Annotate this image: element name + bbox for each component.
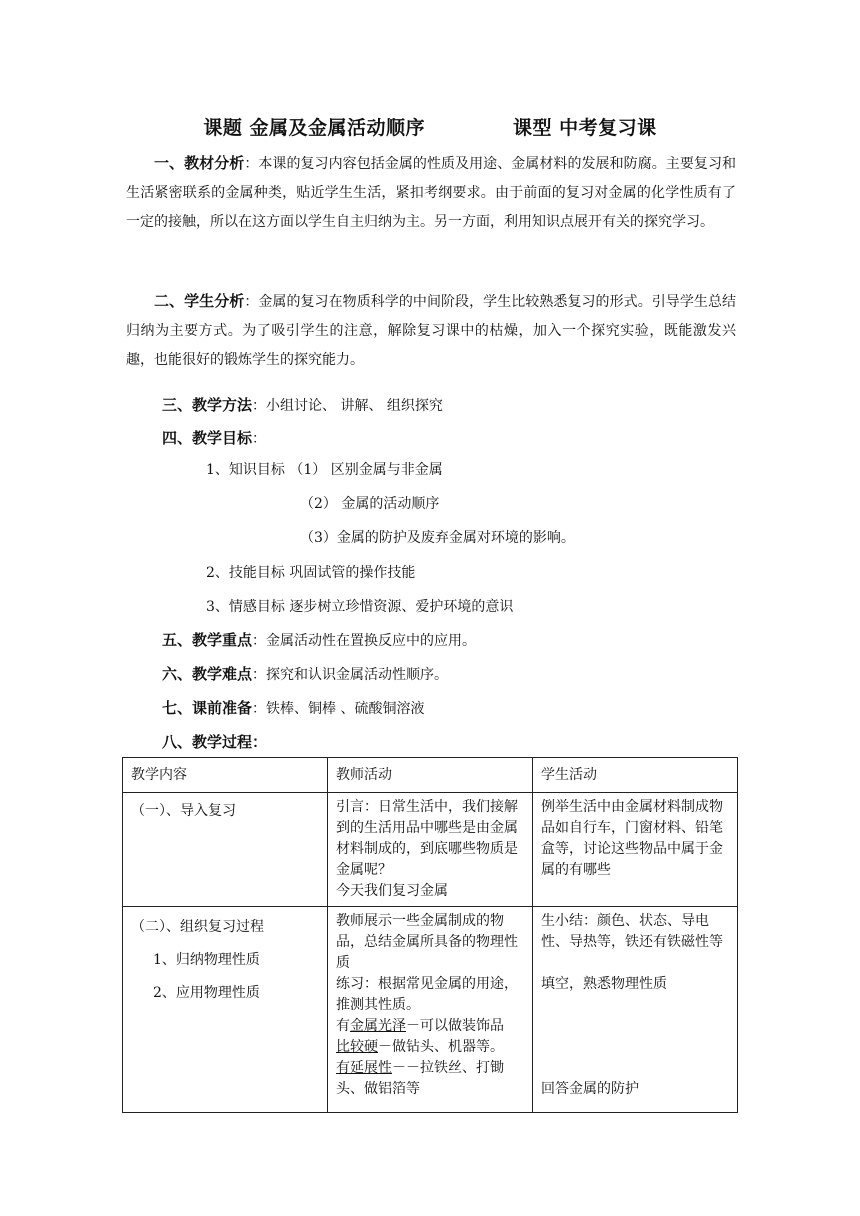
table-row [123, 907, 738, 1113]
cell-text: 引言：日常生活中，我们接解到的生活用品中哪些是由金属材料制成的，到底哪些物质是金属呢？ [336, 799, 518, 878]
section-student-analysis [126, 287, 736, 375]
section-preparation [162, 698, 424, 719]
section-heading: 二、学生分析 [154, 292, 245, 310]
row1-student [533, 793, 738, 907]
underlined-term: 有延展性 [336, 1060, 392, 1076]
section-difficulty [162, 664, 448, 685]
section-heading: 三、教学方法 [162, 396, 253, 414]
section-teaching-method [162, 395, 443, 416]
header-content: 教学内容 [123, 758, 328, 793]
section-body: ：金属的复习在物质科学的中间阶段，学生比较熟悉复习的形式。引导学生总结归纳为主要方式。为了吸引学生的注意，解除复习课中的枯燥，加入一个探究实验，既能激发兴趣，也能很好的锻炼学生的探究能力。 [126, 294, 736, 368]
section-body: ：探究和认识金属活动性顺序。 [252, 667, 449, 683]
section-heading: 一、教材分析 [154, 154, 245, 172]
cell-text: 生小结：颜色、状态、导电性、导热等，铁还有铁磁性等 [541, 913, 723, 950]
section-textbook-analysis [126, 149, 736, 237]
section-body: ：小组讨论、 讲解、 组织探究 [252, 398, 443, 414]
cell-text: 2、应用物理性质 [153, 985, 260, 1001]
section-teaching-goals [162, 428, 266, 449]
table-row [123, 793, 738, 907]
cell-text: 有 [336, 1018, 350, 1034]
row1-teacher [328, 793, 533, 907]
section-body: ： [252, 431, 267, 447]
cell-text: 今天我们复习金属 [336, 883, 448, 899]
goal-knowledge: 1、知识目标 （1） 区别金属与非金属 [206, 462, 443, 478]
cell-text: 教师展示一些金属制成的物品，总结金属所具备的物理性质 [336, 913, 518, 971]
cell-text: －做钻头、机器等。 [378, 1039, 504, 1055]
section-key-point [162, 630, 476, 651]
cell-text: －可以做装饰品 [406, 1018, 504, 1034]
exercise-line [336, 1037, 526, 1058]
section-body: ：铁棒、铜棒 、硫酸铜溶液 [252, 701, 425, 717]
underlined-term: 金属光泽 [350, 1018, 406, 1034]
section-heading: 五、教学重点 [162, 631, 253, 649]
section-heading: 六、教学难点 [162, 665, 253, 683]
cell-text: 填空，熟悉物理性质 [541, 976, 667, 992]
page-title [0, 113, 860, 140]
section-heading: 七、课前准备 [162, 699, 253, 717]
goal-knowledge-3: （3）金属的防护及废弃金属对环境的影响。 [300, 530, 575, 546]
header-student: 学生活动 [533, 758, 738, 793]
lesson-title: 课题 金属及金属活动顺序 [203, 117, 425, 139]
cell-text: 1、归纳物理性质 [153, 952, 260, 968]
exercise-line [336, 1058, 526, 1100]
exercise-line [336, 1016, 526, 1037]
lesson-type: 课型 中考复习课 [513, 117, 657, 139]
row2-content [123, 907, 328, 1113]
section-heading: 四、教学目标 [162, 429, 253, 447]
process-table [122, 757, 738, 1113]
goal-knowledge-2: （2） 金属的活动顺序 [300, 496, 440, 512]
row1-content [123, 793, 328, 907]
table-header-row [123, 758, 738, 793]
section-body: ：金属活动性在置换反应中的应用。 [252, 633, 477, 649]
section-teaching-process [162, 732, 267, 753]
cell-text: 例举生活中由金属材料制成物品如自行车，门窗材料、铅笔盒等，讨论这些物品中属于金属的有哪些 [541, 799, 723, 878]
cell-text: －－拉铁丝、打锄头、做铝箔等 [336, 1060, 504, 1097]
cell-text: （一）、导入复习 [131, 803, 236, 819]
section-heading: 八、教学过程： [162, 733, 268, 751]
cell-text: 练习：根据常见金属的用途，推测其性质。 [336, 976, 518, 1013]
cell-text: 回答金属的防护 [541, 1081, 639, 1097]
row2-student [533, 907, 738, 1113]
underlined-term: 比较硬 [336, 1039, 378, 1055]
goal-skill: 2、技能目标 巩固试管的操作技能 [206, 565, 416, 581]
row2-teacher [328, 907, 533, 1113]
goal-emotion: 3、情感目标 逐步树立珍惜资源、爱护环境的意识 [206, 599, 514, 615]
header-teacher: 教师活动 [328, 758, 533, 793]
cell-text: （二）、组织复习过程 [131, 919, 264, 935]
section-body: ：本课的复习内容包括金属的性质及用途、金属材料的发展和防腐。主要复习和生活紧密联系的金属种类，贴近学生生活，紧扣考纲要求。由于前面的复习对金属的化学性质有了一定的接触，所以在这方面以学生自主归纳为主。另一方面，利用知识点展开有关的探究学习。 [126, 156, 736, 230]
